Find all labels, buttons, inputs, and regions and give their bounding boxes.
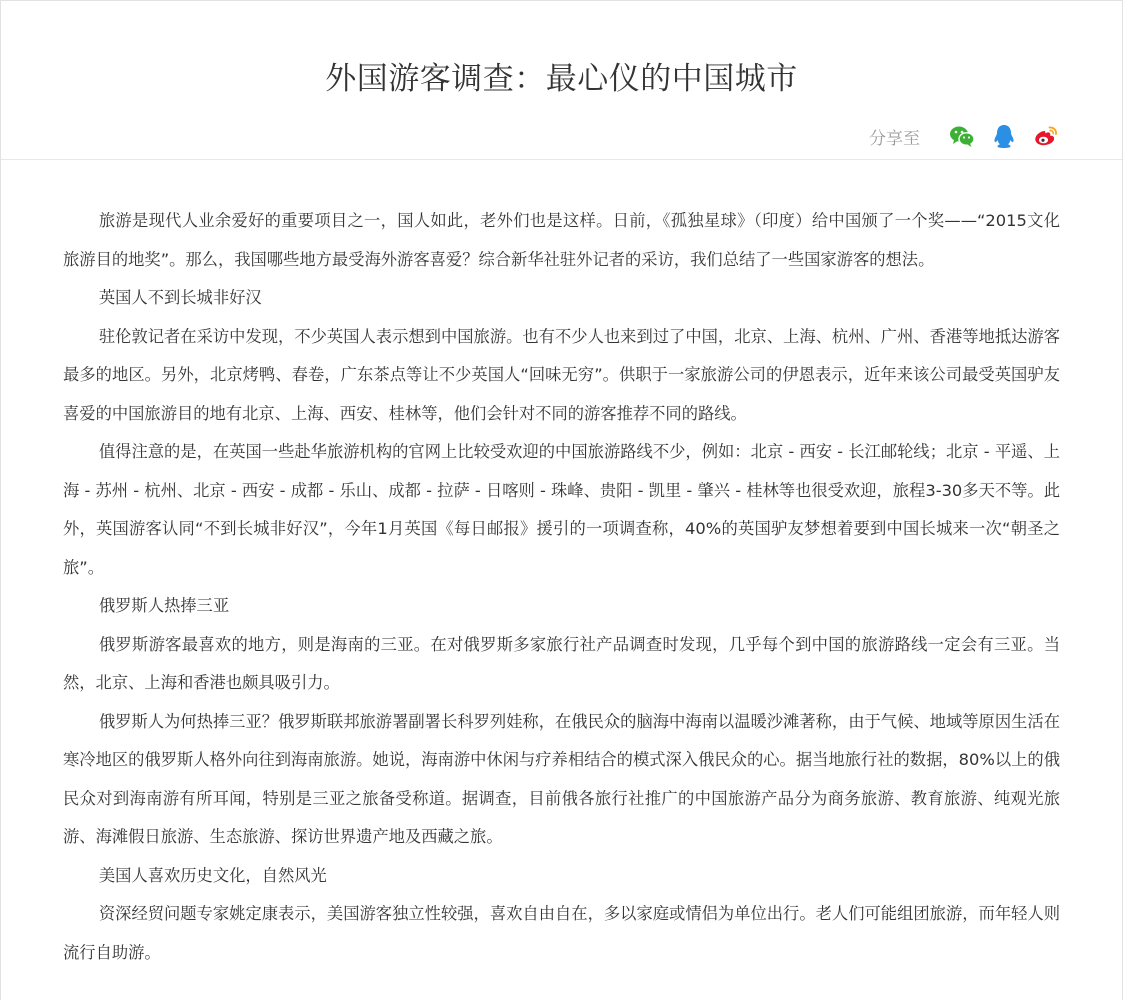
- paragraph: 驻伦敦记者在采访中发现，不少英国人表示想到中国旅游。也有不少人也来到过了中国，北京、上海、杭州、广州、香港等地抵达游客最多的地区。另外，北京烤鸭、春卷，广东茶点等让不少英国人“回味无穷”。供职于一家旅游公司的伊恩表示，近年来该公司最受英国驴友喜爱的中国旅游目的地有北京、上海、西安、桂林等，他们会针对不同的游客推荐不同的路线。: [63, 326, 1060, 423]
- paragraph: 俄罗斯人为何热捧三亚？俄罗斯联邦旅游署副署长科罗列娃称，在俄民众的脑海中海南以温暖沙滩著称，由于气候、地域等原因生活在寒冷地区的俄罗斯人格外向往到海南旅游。她说，海南游中休闲与疗养相结合的模式深入俄民众的心。据当地旅行社的数据，80%以上的俄民众对到海南游有所耳闻，特别是三亚之旅备受称道。据调查，目前俄各旅行社推广的中国旅游产品分为商务旅游、教育旅游、纯观光旅游、海滩假日旅游、生态旅游、探访世界遗产地及西藏之旅。: [63, 711, 1060, 846]
- wechat-icon[interactable]: [948, 122, 976, 150]
- article-header: [1, 1, 1122, 160]
- paragraph-intro: 旅游是现代人业余爱好的重要项目之一，国人如此，老外们也是这样。日前，《孤独星球》（印度）给中国颁了一个奖——“2015文化旅游目的地奖”。那么，我国哪些地方最受海外游客喜爱？综合新华社驻外记者的采访，我们总结了一些国家游客的想法。: [63, 211, 1060, 269]
- paragraph: 俄罗斯游客最喜欢的地方，则是海南的三亚。在对俄罗斯多家旅行社产品调查时发现，几乎每个到中国的旅游路线一定会有三亚。当然，北京、上海和香港也颇具吸引力。: [63, 634, 1060, 692]
- qq-icon[interactable]: [990, 122, 1018, 150]
- section-heading-uk: 英国人不到长城非好汉: [98, 288, 262, 307]
- paragraph: 资深经贸问题专家姚定康表示，美国游客独立性较强，喜欢自由自在，多以家庭或情侣为单位出行。老人们可能组团旅游，而年轻人则流行自助游。: [63, 904, 1060, 962]
- section-heading-russia: 俄罗斯人热捧三亚: [98, 596, 230, 615]
- share-label: 分享至: [869, 128, 920, 149]
- article-title: 外国游客调查：最心仪的中国城市: [325, 61, 798, 97]
- weibo-icon[interactable]: [1032, 122, 1060, 150]
- paragraph: 值得注意的是，在英国一些赴华旅游机构的官网上比较受欢迎的中国旅游路线不少，例如：北京 - 西安 - 长江邮轮线；北京 - 平遥、上海 - 苏州 - 杭州、北京 - 西安 - 成都 - 乐山、成都 - 拉萨 - 日喀则 - 珠峰、贵阳 - 凯里 - 肇兴 - 桂林等也很受欢迎，旅程3-30多天不等。此外，英国游客认同“不到长城非好汉”，今年1月英国《每日邮报》援引的一项调查称，40%的英国驴友梦想着要到中国长城来一次“朝圣之旅”。: [63, 442, 1060, 577]
- article-body: [1, 160, 1122, 972]
- share-bar: [869, 121, 1060, 151]
- section-heading-usa: 美国人喜欢历史文化，自然风光: [98, 865, 327, 885]
